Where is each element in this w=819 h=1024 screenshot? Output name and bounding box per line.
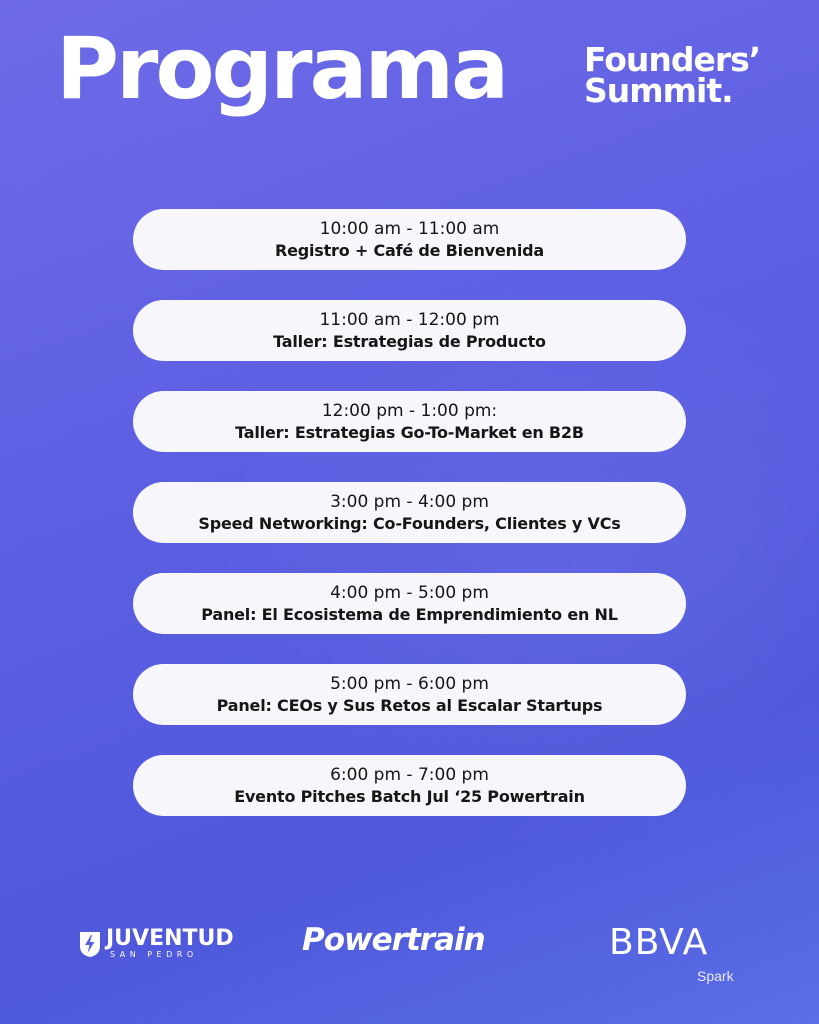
founders-summit-logo <box>584 40 761 110</box>
bbva-logo: BBVA <box>609 922 709 963</box>
powertrain-logo: Powertrain <box>302 922 485 958</box>
schedule-item <box>133 755 686 816</box>
juventud-logo-text: JUVENTUD <box>106 926 234 951</box>
juventud-logo <box>78 928 234 960</box>
schedule-title: Registro + Café de Bienvenida <box>274 240 545 260</box>
schedule-item <box>133 573 686 634</box>
schedule-time: 4:00 pm - 5:00 pm <box>330 582 489 603</box>
schedule-time: 3:00 pm - 4:00 pm <box>330 491 489 512</box>
schedule-item <box>133 209 686 270</box>
lightning-shield-icon <box>78 930 102 958</box>
sponsor-logos <box>0 920 819 990</box>
schedule-item <box>133 391 686 452</box>
schedule-item <box>133 300 686 361</box>
schedule-item <box>133 482 686 543</box>
juventud-logo-subtext: SAN PEDRO <box>110 950 198 959</box>
schedule-time: 11:00 am - 12:00 pm <box>319 309 500 330</box>
schedule-title: Taller: Estrategias de Producto <box>273 331 546 351</box>
schedule-title: Panel: El Ecosistema de Emprendimiento en NL <box>201 604 618 624</box>
brand-line-2: Summit. <box>584 71 733 110</box>
schedule-title: Taller: Estrategias Go-To-Market en B2B <box>235 422 584 442</box>
schedule-time: 12:00 pm - 1:00 pm: <box>321 400 498 421</box>
schedule-time: 5:00 pm - 6:00 pm <box>330 673 489 694</box>
page-title: Programa <box>56 19 507 119</box>
bbva-spark-label: Spark <box>697 968 734 984</box>
schedule-list <box>133 209 686 846</box>
brand-line-1: Founders’ <box>584 40 761 79</box>
schedule-title: Panel: CEOs y Sus Retos al Escalar Startups <box>216 695 603 715</box>
schedule-time: 10:00 am - 11:00 am <box>319 218 500 239</box>
schedule-time: 6:00 pm - 7:00 pm <box>330 764 489 785</box>
schedule-title: Evento Pitches Batch Jul ‘25 Powertrain <box>234 786 585 806</box>
schedule-title: Speed Networking: Co-Founders, Clientes y VCs <box>198 513 621 533</box>
schedule-item <box>133 664 686 725</box>
